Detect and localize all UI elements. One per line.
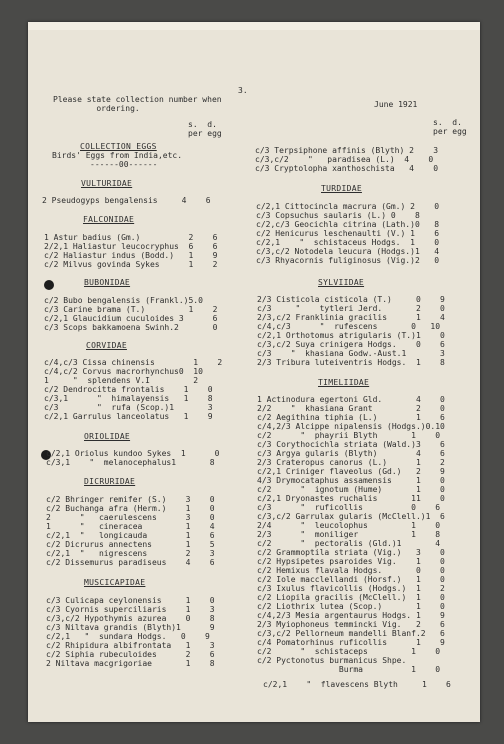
list-item: 2/3 Myiophoneus temmincki Vig. 2 6 <box>257 620 445 629</box>
list-item: 1 " cineracea 1 4 <box>46 522 215 531</box>
list-item: 1 " splendens V.I 2 <box>44 376 199 385</box>
list-item: c/4,c/3 " rufescens 0 10 <box>257 322 441 331</box>
list-item: 1 Astur badius (Gm.) 2 6 <box>44 233 218 242</box>
list-item: c/4,c/3 Cissa chinensis 1 2 <box>44 358 223 367</box>
section-heading-timeliidae: TIMELIIDAE <box>318 378 370 387</box>
list-item: 2/3 Cisticola cisticola (T.) 0 9 <box>257 295 445 304</box>
list-item: c/2,1 " schistaceus Hodgs. 1 0 <box>256 238 440 247</box>
list-item: c/2 " ignotum (Hume) 1 0 <box>257 485 445 494</box>
list-item: c/2,1 " longicauda 1 6 <box>46 531 215 540</box>
list-item: 2/2,1 Haliastur leucocryphus 6 6 <box>44 242 218 251</box>
list-item: 2 Niltava macgrigoriae 1 8 <box>46 659 215 668</box>
list-item: c/2,1 " flavescens Blyth 1 6 <box>263 680 451 689</box>
list-item: c/3 Cryptolopha xanthoschista 4 0 <box>255 164 439 173</box>
list-item: c/2 Siphia rubeculoides 2 6 <box>46 650 215 659</box>
list-item: c/2 Dissemurus paradiseus 4 6 <box>46 558 215 567</box>
list-item: c/2 Dendrocitta frontalis 1 0 <box>44 385 213 394</box>
catalogue-subtitle: Birds' Eggs from India,etc. <box>52 151 183 160</box>
list-item: c/3 " rufa (Scop.)1 3 <box>44 403 213 412</box>
list-item: c/3 Copsuchus saularis (L.) 0 8 <box>256 211 420 220</box>
list-item: c/2,1 " nigrescens 2 3 <box>46 549 215 558</box>
section-heading-corvidae: CORVIDAE <box>86 341 127 350</box>
list-item: 2/4 " leucolophus 1 0 <box>257 521 441 530</box>
list-item: 2/3 Tribura luteiventris Hodgs. 1 8 <box>257 358 445 367</box>
section-heading-dicruridae: DICRURIDAE <box>84 477 136 486</box>
list-item: c/3 Carine brama (T.) 1 2 <box>44 305 218 314</box>
price-header-right: s. d. per egg <box>433 118 467 136</box>
list-item: c/3,c/2 Pellorneum mandelli Blanf.2 6 <box>257 629 445 638</box>
list-item: c/4,2/3 Mesia argentaurus Hodgs. 1 9 <box>257 611 445 620</box>
list-item: c/4 Pomatorhinus ruficollis 1 9 <box>257 638 445 647</box>
list-item: c/2 " schistaceps 1 0 <box>257 647 441 656</box>
list-item: c/2 Aegithina tiphia (L.) 1 6 <box>257 413 445 422</box>
page-number: 3. <box>238 86 248 95</box>
list-item: 2/3,c/2 Franklinia gracilis 1 4 <box>257 313 445 322</box>
list-item: c/3,c/2 Suya crinigera Hodgs. 0 6 <box>257 340 445 349</box>
list-item: c/2,1 Dryonastes ruchalis 11 0 <box>257 494 445 503</box>
list-item: 2/3 Crateropus canorus (L.) 1 2 <box>257 458 445 467</box>
list-item: c/2 Liopila gracilis (McClell.) 1 0 <box>257 593 445 602</box>
list-item: c/2 Bubo bengalensis (Frankl.)5.0 <box>44 296 203 305</box>
list-item: c/4,c/2 Corvus macrorhynchus0 10 <box>44 367 203 376</box>
list-item: c/2,1 " sundara Hodgs. 0 9 <box>46 632 210 641</box>
list-item: 2/2 " khasiana Grant 2 0 <box>257 404 445 413</box>
paper-margin <box>28 22 480 30</box>
document-page <box>28 22 480 722</box>
list-item: c/3,c/2 Hypothymis azurea 0 8 <box>46 614 215 623</box>
list-item: c/3,1 " himalayensis 1 8 <box>44 394 213 403</box>
list-item: c/3,c/2 Garrulax gularis (McClell.)1 6 <box>257 512 445 521</box>
list-item: c/2 Henicurus leschenaulti (V.) 1 6 <box>256 229 440 238</box>
section-heading-bubonidae: BUBONIDAE <box>84 278 131 287</box>
list-item: c/2 Dicrurus annectens 1 5 <box>46 540 215 549</box>
list-item: c/2,1 Oriolus kundoo Sykes 1 0 <box>46 449 220 458</box>
list-item: c/2 Pyctonotus burmanicus Shpe. <box>257 656 407 665</box>
list-item: c/2,1 Glaucidium cuculoides 3 6 <box>44 314 218 323</box>
list-item: c/2 Iole macclellandi (Horsf.) 1 0 <box>257 575 445 584</box>
list-item: c/2 Hemixus flavala Hodgs. 0 0 <box>257 566 445 575</box>
list-item: c/3,c/2 Notodela leucura (Hodgs.)1 4 <box>256 247 440 256</box>
list-item: c/3,c/2 " paradisea (L.) 4 0 <box>255 155 434 164</box>
list-item: c/3 Niltava grandis (Blyth)1 9 <box>46 623 215 632</box>
section-heading-muscicapidae: MUSCICAPIDAE <box>84 578 146 587</box>
list-item: c/2 Milvus govinda Sykes 1 2 <box>44 260 218 269</box>
list-item: c/4,2/3 Alcippe nipalensis (Hodgs.)0.10 <box>257 422 445 431</box>
list-item: c/2 Grammoptila striata (Vig.) 3 0 <box>257 548 445 557</box>
section-heading-sylviidae: SYLVIIDAE <box>318 278 365 287</box>
list-item: c/2 Liothrix lutea (Scop.) 1 0 <box>257 602 445 611</box>
list-item: c/3 Rhyacornis fuliginosus (Vig.)2 0 <box>256 256 440 265</box>
list-item: c/3 " tytleri Jerd. 2 0 <box>257 304 445 313</box>
list-item: c/3 Scops bakkamoena Swinh.2 0 <box>44 323 218 332</box>
section-heading-falconidae: FALCONIDAE <box>83 215 135 224</box>
section-heading-turdidae: TURDIDAE <box>321 184 362 193</box>
list-item: 4/3 Drymocataphus assamensis 1 0 <box>257 476 445 485</box>
list-item: Burma 1 0 <box>257 665 441 674</box>
list-item: c/3 Terpsiphone affinis (Blyth) 2 3 <box>255 146 439 155</box>
list-item: c/2 Buchanga afra (Herm.) 1 0 <box>46 504 215 513</box>
section-heading-oriolidae: ORIOLIDAE <box>84 432 131 441</box>
list-item: c/2 Haliastur indus (Bodd.) 1 9 <box>44 251 218 260</box>
list-item: c/3 Cyornis superciliaris 1 3 <box>46 605 215 614</box>
list-item: c/2,1 Cittocincla macrura (Gm.) 2 0 <box>256 202 440 211</box>
list-item: 2 " caerulescens 3 0 <box>46 513 215 522</box>
list-item: c/2 Hypsipetes psaroides Vig. 1 0 <box>257 557 445 566</box>
list-item: c/2,1 Criniger flaveolus (Gd.) 2 9 <box>257 467 445 476</box>
ordering-note: Please state collection number when ordering. <box>53 95 222 113</box>
list-item: c/3 Culicapa ceylonensis 1 0 <box>46 596 215 605</box>
list-item: c/2 Rhipidura albifrontata 1 3 <box>46 641 215 650</box>
section-heading-vulturidae: VULTURIDAE <box>81 179 133 188</box>
catalogue-subtitle-rule: ------00------ <box>90 160 158 169</box>
list-item: c/3 Ixulus flavicollis (Hodgs.) 1 2 <box>257 584 445 593</box>
list-item: c/3,1 " melanocephalus1 8 <box>46 458 215 467</box>
list-item: c/3 " ruficollis 0 6 <box>257 503 441 512</box>
list-item: c/2,1 Garrulus lanceolatus 1 9 <box>44 412 213 421</box>
list-item: c/2,c/3 Geocichla citrina (Lath.)0 8 <box>256 220 440 229</box>
list-item: c/3 Corythocichla striata (Wald.)3 6 <box>257 440 445 449</box>
list-item: 2 Pseudogyps bengalensis 4 6 <box>42 196 211 205</box>
list-item: c/3 " khasiana Godw.-Aust.1 3 <box>257 349 445 358</box>
list-item: c/2 " phayrii Blyth 1 0 <box>257 431 441 440</box>
catalogue-title: COLLECTION EGGS <box>80 142 157 151</box>
binder-hole-icon <box>44 280 54 290</box>
list-item: c/2 " pectoralis (Gld.)1 4 <box>257 539 441 548</box>
list-item: c/3 Argya gularis (Blyth) 4 6 <box>257 449 445 458</box>
list-item: 1 Actinodura egertoni Gld. 4 0 <box>257 395 445 404</box>
document-date: June 1921 <box>374 100 418 109</box>
list-item: 2/3 " moniliger 1 8 <box>257 530 441 539</box>
price-header-left: s. d. per egg <box>188 120 222 138</box>
list-item: c/2 Bhringer remifer (S.) 3 0 <box>46 495 215 504</box>
list-item: c/2,1 Orthotomus atrigularis (T.)1 0 <box>257 331 445 340</box>
